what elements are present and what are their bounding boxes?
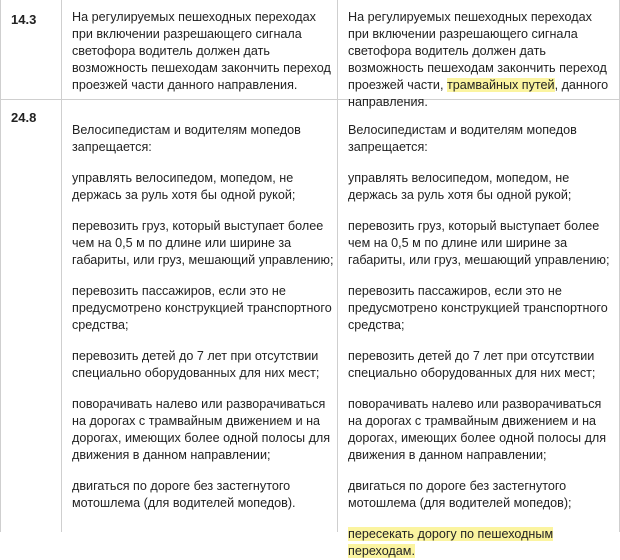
table-row-24-8: [1, 100, 619, 558]
column-divider: [337, 0, 338, 99]
clause-number: 24.8: [11, 110, 37, 125]
new-added-paragraph: [348, 526, 614, 560]
old-text-cell: [72, 9, 334, 94]
new-paragraph: управлять велосипедом, мопедом, не держась за руль хотя бы одной рукой;: [348, 171, 572, 202]
old-paragraph: перевозить детей до 7 лет при отсутствии специально оборудованных для них мест;: [72, 349, 320, 380]
old-text: На регулируемых пешеходных переходах при включении разрешающего сигнала светофора водитель должен дать возможность пешеходам закончить переход проезжей части данного направления.: [72, 10, 331, 92]
column-divider: [61, 100, 62, 532]
new-text-end: , данного направления.: [348, 78, 609, 109]
highlighted-insertion: пересекать дорогу по пешеходным переходам.: [348, 527, 554, 558]
column-divider: [337, 100, 338, 532]
new-paragraph: двигаться по дороге без застегнутого мотошлема (для водителей мопедов);: [348, 479, 572, 510]
new-text-cell: [348, 122, 614, 560]
new-text-start: На регулируемых пешеходных переходах при включении разрешающего сигнала светофора водитель должен дать возможность пешеходам закончить переход проезжей части,: [348, 10, 607, 92]
new-paragraph: перевозить пассажиров, если это не предусмотрено конструкцией транспортного средства;: [348, 284, 608, 332]
column-divider: [61, 0, 62, 99]
old-paragraph: управлять велосипедом, мопедом, не держась за руль хотя бы одной рукой;: [72, 171, 296, 202]
highlighted-insertion: трамвайных путей: [446, 78, 555, 92]
new-paragraph: перевозить груз, который выступает более чем на 0,5 м по длине или ширине за габариты, или груз, мешающий управлению;: [348, 219, 610, 267]
clause-number: 14.3: [11, 12, 37, 27]
new-text: [348, 9, 614, 111]
old-paragraph: двигаться по дороге без застегнутого мотошлема (для водителей мопедов).: [72, 479, 296, 510]
old-paragraph: Велосипедистам и водителям мопедов запрещается:: [72, 123, 301, 154]
old-paragraph: перевозить груз, который выступает более чем на 0,5 м по длине или ширине за габариты, или груз, мешающий управлению;: [72, 219, 334, 267]
old-paragraph: перевозить пассажиров, если это не предусмотрено конструкцией транспортного средства;: [72, 284, 332, 332]
new-paragraph: перевозить детей до 7 лет при отсутствии специально оборудованных для них мест;: [348, 349, 596, 380]
new-text-cell: [348, 9, 614, 111]
new-paragraph: Велосипедистам и водителям мопедов запрещается:: [348, 123, 577, 154]
old-text-cell: [72, 122, 334, 512]
old-paragraph: поворачивать налево или разворачиваться на дорогах с трамвайным движением и на дорогах, имеющих более одной полосы для движения в данном направлении;: [72, 397, 331, 462]
table-row-14-3: [1, 0, 619, 109]
new-paragraph: поворачивать налево или разворачиваться на дорогах с трамвайным движением и на дорогах, имеющих более одной полосы для движения в данном направлении;: [348, 397, 607, 462]
